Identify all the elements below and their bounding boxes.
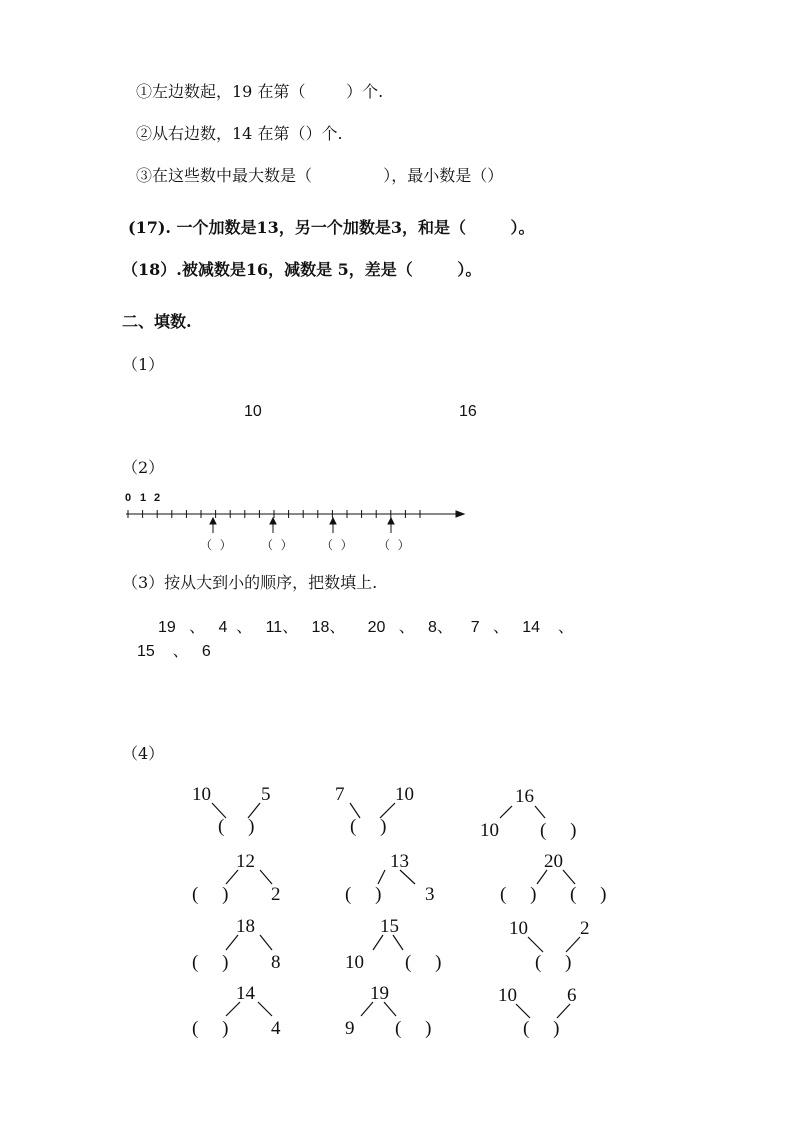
pointer-arrowhead-1	[210, 518, 216, 524]
pointer-arrowhead-2	[270, 518, 276, 524]
part-1-label: （1）	[122, 355, 165, 374]
tree-2-b: 10	[395, 784, 414, 805]
tree-9-b: 2	[580, 918, 590, 939]
tree-6-right: ( )	[570, 884, 607, 905]
tree-8-left: 10	[345, 952, 364, 973]
tree-9-a: 10	[509, 918, 528, 939]
tree-line-8	[260, 870, 272, 884]
part-1-left-number: 10	[244, 403, 262, 420]
tree-7-right: 8	[271, 952, 281, 973]
part-2-label: （2）	[122, 458, 165, 477]
tree-4-top: 12	[236, 851, 255, 872]
tree-12-b: 6	[567, 985, 577, 1006]
tree-9-blank: ( )	[535, 952, 572, 973]
part-3-numbers-line-2: 15 、 6	[137, 643, 211, 660]
tree-line-18	[566, 937, 580, 952]
ruler-label-1: 1	[140, 492, 147, 504]
tree-8-right: ( )	[405, 952, 442, 973]
tree-line-9	[378, 870, 385, 884]
tree-4-left: ( )	[192, 884, 229, 905]
number-line-arrowhead	[456, 511, 464, 517]
number-line-blank-3: （ ）	[321, 538, 353, 552]
tree-10-left: ( )	[192, 1018, 229, 1039]
tree-10-right: 4	[271, 1018, 281, 1039]
tree-5-top: 13	[390, 851, 409, 872]
tree-3-top: 16	[515, 786, 534, 807]
pointer-arrowhead-3	[330, 518, 336, 524]
tree-line-23	[516, 1004, 530, 1018]
tree-7-left: ( )	[192, 952, 229, 973]
ruler-label-2: 2	[154, 492, 161, 504]
tree-3-left: 10	[480, 820, 499, 841]
number-line-blank-1: （ ）	[200, 538, 232, 552]
tree-5-right: 3	[425, 884, 435, 905]
question-17: (17). 一个加数是13，另一个加数是3，和是（ ）。	[128, 218, 535, 237]
tree-1-b: 5	[261, 784, 271, 805]
tree-line-17	[528, 937, 543, 952]
tree-12-blank: ( )	[523, 1018, 560, 1039]
tree-2-a: 7	[335, 784, 345, 805]
question-16-3: ③在这些数中最大数是（ ），最小数是（）	[136, 166, 504, 185]
tree-11-left: 9	[345, 1018, 355, 1039]
tree-line-12	[563, 870, 575, 884]
number-line-blank-2: （ ）	[261, 538, 293, 552]
tree-6-left: ( )	[500, 884, 537, 905]
tree-line-5	[500, 806, 512, 818]
tree-5-left: ( )	[345, 884, 382, 905]
tree-1-blank: ( )	[218, 816, 255, 837]
number-line	[126, 510, 464, 518]
part-3-numbers-line-1: 19 、 4 、 11、 18、 20 、 8、 7 、 14 、	[158, 619, 574, 636]
tree-4-right: 2	[271, 884, 281, 905]
tree-11-right: ( )	[395, 1018, 432, 1039]
tree-12-a: 10	[498, 985, 517, 1006]
tree-10-top: 14	[236, 983, 255, 1004]
tree-7-top: 18	[236, 916, 255, 937]
tree-connector-lines	[212, 803, 580, 1018]
pointer-arrowhead-4	[388, 518, 394, 524]
number-line-arrows	[210, 518, 394, 533]
tree-8-top: 15	[380, 916, 399, 937]
question-16-1: ①左边数起，19 在第（ ）个.	[136, 82, 384, 101]
ruler-label-0: 0	[125, 492, 132, 504]
tree-line-20	[258, 1002, 272, 1016]
tree-line-14	[260, 935, 272, 950]
tree-3-right: ( )	[540, 820, 577, 841]
tree-2-blank: ( )	[350, 816, 387, 837]
tree-6-top: 20	[544, 851, 563, 872]
tree-line-6	[535, 806, 545, 818]
tree-1-a: 10	[192, 784, 211, 805]
part-3-label: （3）按从大到小的顺序，把数填上.	[122, 573, 378, 592]
section-title: 二、填数.	[122, 312, 192, 331]
question-18: （18）.被减数是16，减数是 5，差是（ ）。	[122, 260, 482, 279]
question-16-2: ②从右边数，14 在第（）个.	[136, 124, 343, 143]
number-line-blank-4: （ ）	[378, 538, 410, 552]
part-1-right-number: 16	[459, 403, 477, 420]
tree-11-top: 19	[370, 983, 389, 1004]
part-4-label: （4）	[122, 744, 165, 763]
